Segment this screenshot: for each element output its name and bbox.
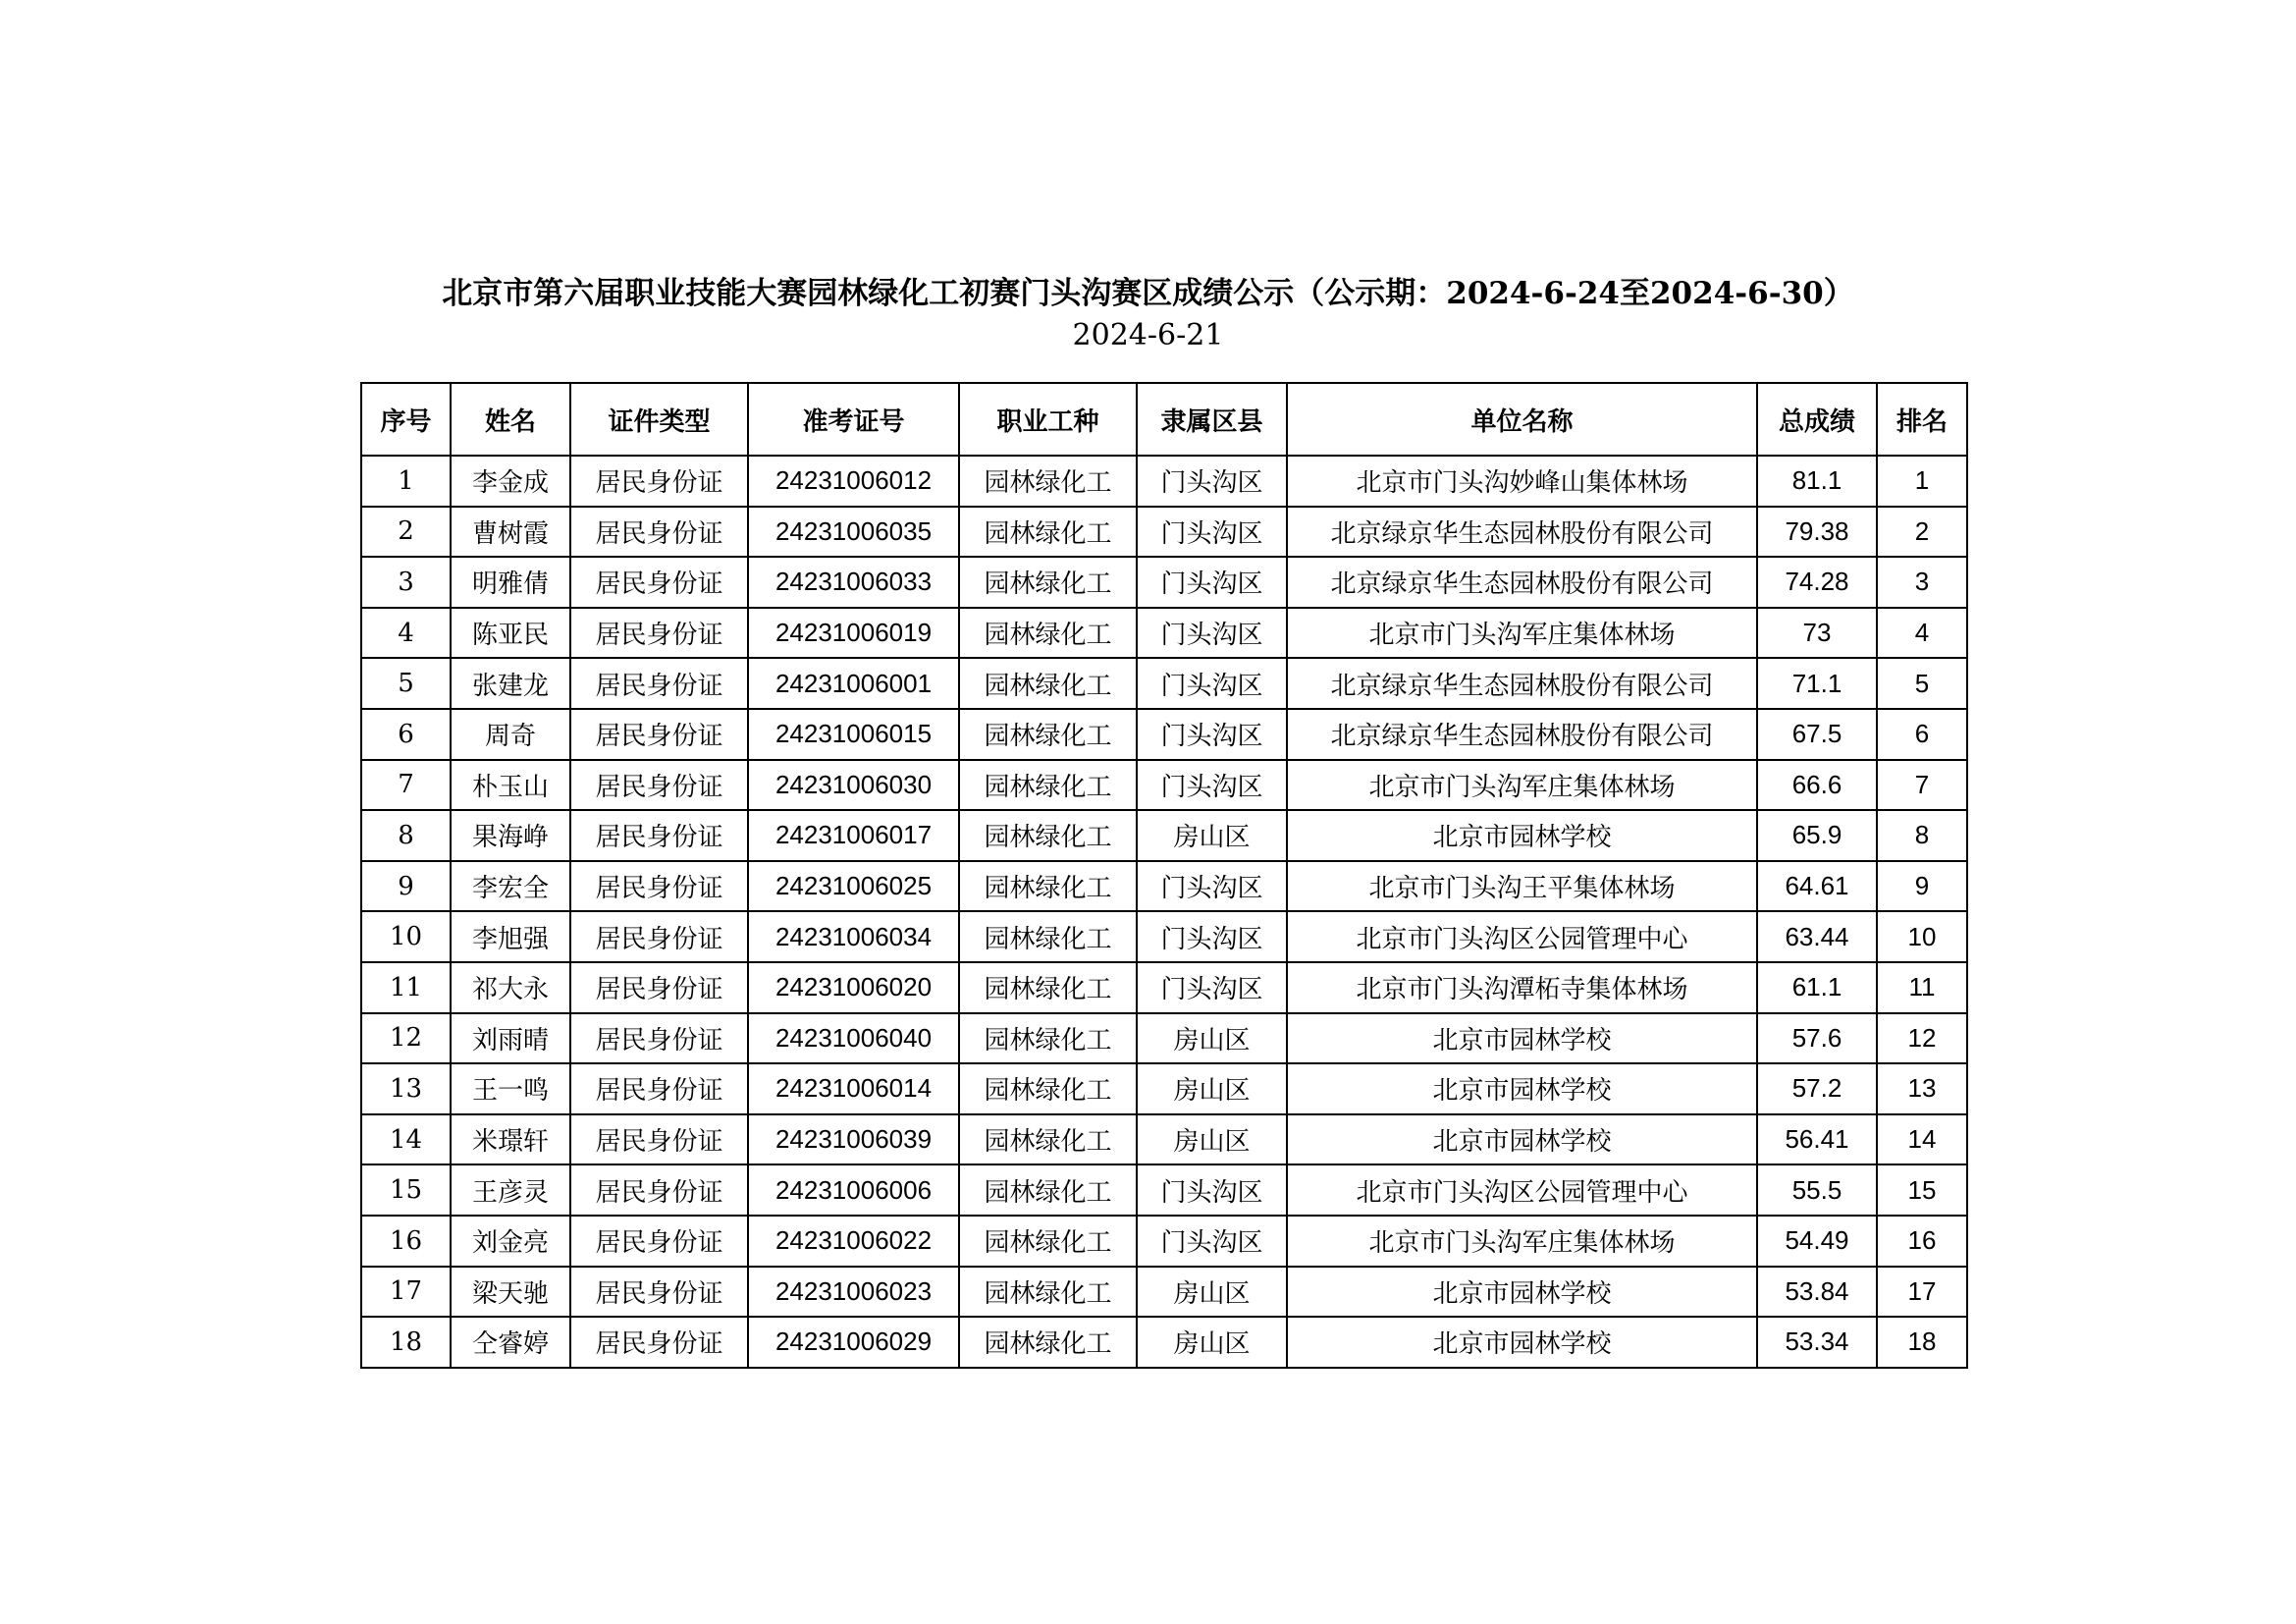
cell-seq: 2 [361, 507, 451, 558]
cell-id-type: 居民身份证 [570, 1013, 748, 1064]
cell-name: 米璟轩 [451, 1114, 570, 1165]
cell-occupation: 园林绿化工 [959, 911, 1137, 962]
cell-id-type: 居民身份证 [570, 507, 748, 558]
cell-exam-no: 24231006012 [748, 456, 959, 507]
table-row [361, 1013, 1967, 1064]
cell-exam-no: 24231006006 [748, 1164, 959, 1216]
cell-rank: 3 [1877, 557, 1967, 608]
cell-seq: 5 [361, 658, 451, 709]
cell-district: 门头沟区 [1137, 608, 1287, 659]
cell-district: 门头沟区 [1137, 456, 1287, 507]
cell-occupation: 园林绿化工 [959, 557, 1137, 608]
cell-name: 朴玉山 [451, 760, 570, 811]
cell-district: 门头沟区 [1137, 1216, 1287, 1267]
table-row [361, 810, 1967, 861]
table-row [361, 1216, 1967, 1267]
cell-unit: 北京绿京华生态园林股份有限公司 [1287, 658, 1757, 709]
cell-unit: 北京市门头沟区公园管理中心 [1287, 1164, 1757, 1216]
cell-unit: 北京市门头沟妙峰山集体林场 [1287, 456, 1757, 507]
cell-rank: 15 [1877, 1164, 1967, 1216]
cell-seq: 15 [361, 1164, 451, 1216]
cell-score: 65.9 [1757, 810, 1877, 861]
cell-score: 55.5 [1757, 1164, 1877, 1216]
cell-name: 张建龙 [451, 658, 570, 709]
cell-district: 房山区 [1137, 1013, 1287, 1064]
cell-occupation: 园林绿化工 [959, 861, 1137, 912]
cell-occupation: 园林绿化工 [959, 760, 1137, 811]
cell-occupation: 园林绿化工 [959, 1267, 1137, 1318]
cell-occupation: 园林绿化工 [959, 507, 1137, 558]
cell-exam-no: 24231006033 [748, 557, 959, 608]
cell-rank: 1 [1877, 456, 1967, 507]
cell-occupation: 园林绿化工 [959, 1063, 1137, 1114]
cell-exam-no: 24231006035 [748, 507, 959, 558]
cell-name: 李金成 [451, 456, 570, 507]
cell-rank: 12 [1877, 1013, 1967, 1064]
cell-seq: 3 [361, 557, 451, 608]
cell-id-type: 居民身份证 [570, 962, 748, 1013]
cell-exam-no: 24231006034 [748, 911, 959, 962]
cell-id-type: 居民身份证 [570, 861, 748, 912]
cell-rank: 4 [1877, 608, 1967, 659]
cell-district: 房山区 [1137, 1063, 1287, 1114]
cell-unit: 北京绿京华生态园林股份有限公司 [1287, 557, 1757, 608]
cell-name: 周奇 [451, 709, 570, 760]
cell-occupation: 园林绿化工 [959, 1164, 1137, 1216]
cell-id-type: 居民身份证 [570, 1164, 748, 1216]
cell-rank: 13 [1877, 1063, 1967, 1114]
header-name: 姓名 [451, 383, 570, 456]
cell-id-type: 居民身份证 [570, 608, 748, 659]
header-id-type: 证件类型 [570, 383, 748, 456]
cell-rank: 7 [1877, 760, 1967, 811]
cell-seq: 4 [361, 608, 451, 659]
cell-score: 64.61 [1757, 861, 1877, 912]
cell-occupation: 园林绿化工 [959, 1216, 1137, 1267]
table-row [361, 658, 1967, 709]
cell-name: 祁大永 [451, 962, 570, 1013]
cell-district: 房山区 [1137, 1114, 1287, 1165]
table-row [361, 507, 1967, 558]
cell-district: 房山区 [1137, 1317, 1287, 1368]
cell-seq: 11 [361, 962, 451, 1013]
cell-occupation: 园林绿化工 [959, 456, 1137, 507]
cell-unit: 北京市园林学校 [1287, 1267, 1757, 1318]
cell-district: 房山区 [1137, 1267, 1287, 1318]
publish-date: 2024-6-21 [1072, 318, 1224, 352]
cell-name: 李旭强 [451, 911, 570, 962]
header-rank: 排名 [1877, 383, 1967, 456]
cell-name: 梁天驰 [451, 1267, 570, 1318]
header-exam-no: 准考证号 [748, 383, 959, 456]
cell-unit: 北京市门头沟军庄集体林场 [1287, 760, 1757, 811]
table-header-row [361, 383, 1967, 456]
cell-seq: 9 [361, 861, 451, 912]
cell-exam-no: 24231006015 [748, 709, 959, 760]
cell-district: 门头沟区 [1137, 962, 1287, 1013]
cell-seq: 16 [361, 1216, 451, 1267]
cell-rank: 18 [1877, 1317, 1967, 1368]
cell-id-type: 居民身份证 [570, 658, 748, 709]
cell-seq: 10 [361, 911, 451, 962]
header-seq: 序号 [361, 383, 451, 456]
cell-id-type: 居民身份证 [570, 456, 748, 507]
header-unit: 单位名称 [1287, 383, 1757, 456]
cell-id-type: 居民身份证 [570, 709, 748, 760]
table-body [361, 456, 1967, 1368]
cell-name: 仝睿婷 [451, 1317, 570, 1368]
cell-id-type: 居民身份证 [570, 1267, 748, 1318]
cell-rank: 8 [1877, 810, 1967, 861]
cell-rank: 5 [1877, 658, 1967, 709]
cell-district: 门头沟区 [1137, 507, 1287, 558]
cell-name: 陈亚民 [451, 608, 570, 659]
table-row [361, 456, 1967, 507]
cell-rank: 11 [1877, 962, 1967, 1013]
table-row [361, 962, 1967, 1013]
cell-id-type: 居民身份证 [570, 810, 748, 861]
cell-occupation: 园林绿化工 [959, 709, 1137, 760]
cell-score: 57.2 [1757, 1063, 1877, 1114]
cell-occupation: 园林绿化工 [959, 962, 1137, 1013]
cell-exam-no: 24231006029 [748, 1317, 959, 1368]
cell-score: 79.38 [1757, 507, 1877, 558]
table-row [361, 861, 1967, 912]
cell-rank: 16 [1877, 1216, 1967, 1267]
cell-seq: 14 [361, 1114, 451, 1165]
cell-id-type: 居民身份证 [570, 911, 748, 962]
table-row [361, 1114, 1967, 1165]
cell-occupation: 园林绿化工 [959, 658, 1137, 709]
cell-score: 53.34 [1757, 1317, 1877, 1368]
cell-name: 果海峥 [451, 810, 570, 861]
page-title: 北京市第六届职业技能大赛园林绿化工初赛门头沟赛区成绩公示（公示期：2024-6-24至2024-6-30） [442, 276, 1854, 311]
cell-occupation: 园林绿化工 [959, 1114, 1137, 1165]
cell-name: 明雅倩 [451, 557, 570, 608]
table-row [361, 608, 1967, 659]
cell-exam-no: 24231006001 [748, 658, 959, 709]
cell-id-type: 居民身份证 [570, 1114, 748, 1165]
cell-unit: 北京市门头沟潭柘寺集体林场 [1287, 962, 1757, 1013]
cell-id-type: 居民身份证 [570, 1063, 748, 1114]
header-score: 总成绩 [1757, 383, 1877, 456]
header-district: 隶属区县 [1137, 383, 1287, 456]
cell-district: 门头沟区 [1137, 658, 1287, 709]
table-row [361, 1063, 1967, 1114]
cell-exam-no: 24231006025 [748, 861, 959, 912]
table-row [361, 911, 1967, 962]
cell-district: 门头沟区 [1137, 709, 1287, 760]
cell-district: 门头沟区 [1137, 861, 1287, 912]
cell-name: 刘雨晴 [451, 1013, 570, 1064]
table-row [361, 760, 1967, 811]
cell-exam-no: 24231006017 [748, 810, 959, 861]
cell-seq: 6 [361, 709, 451, 760]
table-row [361, 1317, 1967, 1368]
cell-district: 门头沟区 [1137, 760, 1287, 811]
cell-score: 61.1 [1757, 962, 1877, 1013]
cell-score: 66.6 [1757, 760, 1877, 811]
cell-rank: 17 [1877, 1267, 1967, 1318]
cell-score: 56.41 [1757, 1114, 1877, 1165]
cell-exam-no: 24231006019 [748, 608, 959, 659]
cell-unit: 北京市门头沟军庄集体林场 [1287, 1216, 1757, 1267]
cell-seq: 12 [361, 1013, 451, 1064]
cell-unit: 北京市门头沟军庄集体林场 [1287, 608, 1757, 659]
cell-seq: 13 [361, 1063, 451, 1114]
cell-score: 57.6 [1757, 1013, 1877, 1064]
cell-seq: 1 [361, 456, 451, 507]
cell-rank: 14 [1877, 1114, 1967, 1165]
cell-score: 81.1 [1757, 456, 1877, 507]
cell-unit: 北京市园林学校 [1287, 1114, 1757, 1165]
results-table [360, 382, 1968, 1369]
cell-name: 刘金亮 [451, 1216, 570, 1267]
cell-district: 门头沟区 [1137, 911, 1287, 962]
cell-seq: 7 [361, 760, 451, 811]
cell-rank: 9 [1877, 861, 1967, 912]
cell-score: 54.49 [1757, 1216, 1877, 1267]
cell-rank: 6 [1877, 709, 1967, 760]
header-occupation: 职业工种 [959, 383, 1137, 456]
cell-unit: 北京市园林学校 [1287, 1013, 1757, 1064]
cell-district: 门头沟区 [1137, 1164, 1287, 1216]
cell-district: 门头沟区 [1137, 557, 1287, 608]
cell-occupation: 园林绿化工 [959, 810, 1137, 861]
cell-exam-no: 24231006030 [748, 760, 959, 811]
cell-unit: 北京市园林学校 [1287, 1317, 1757, 1368]
cell-name: 王一鸣 [451, 1063, 570, 1114]
cell-rank: 10 [1877, 911, 1967, 962]
cell-name: 李宏全 [451, 861, 570, 912]
cell-id-type: 居民身份证 [570, 1216, 748, 1267]
cell-seq: 18 [361, 1317, 451, 1368]
cell-occupation: 园林绿化工 [959, 1317, 1137, 1368]
cell-occupation: 园林绿化工 [959, 1013, 1137, 1064]
cell-exam-no: 24231006020 [748, 962, 959, 1013]
table-row [361, 1267, 1967, 1318]
table-row [361, 557, 1967, 608]
cell-occupation: 园林绿化工 [959, 608, 1137, 659]
cell-id-type: 居民身份证 [570, 557, 748, 608]
table-row [361, 1164, 1967, 1216]
cell-unit: 北京绿京华生态园林股份有限公司 [1287, 709, 1757, 760]
cell-exam-no: 24231006039 [748, 1114, 959, 1165]
cell-seq: 8 [361, 810, 451, 861]
cell-name: 王彦灵 [451, 1164, 570, 1216]
table-row [361, 709, 1967, 760]
cell-id-type: 居民身份证 [570, 1317, 748, 1368]
cell-name: 曹树霞 [451, 507, 570, 558]
cell-score: 63.44 [1757, 911, 1877, 962]
cell-exam-no: 24231006023 [748, 1267, 959, 1318]
cell-unit: 北京市门头沟区公园管理中心 [1287, 911, 1757, 962]
cell-unit: 北京绿京华生态园林股份有限公司 [1287, 507, 1757, 558]
cell-unit: 北京市园林学校 [1287, 1063, 1757, 1114]
cell-score: 74.28 [1757, 557, 1877, 608]
cell-id-type: 居民身份证 [570, 760, 748, 811]
cell-unit: 北京市园林学校 [1287, 810, 1757, 861]
cell-score: 73 [1757, 608, 1877, 659]
cell-score: 67.5 [1757, 709, 1877, 760]
cell-district: 房山区 [1137, 810, 1287, 861]
cell-exam-no: 24231006040 [748, 1013, 959, 1064]
cell-exam-no: 24231006014 [748, 1063, 959, 1114]
cell-seq: 17 [361, 1267, 451, 1318]
cell-exam-no: 24231006022 [748, 1216, 959, 1267]
cell-unit: 北京市门头沟王平集体林场 [1287, 861, 1757, 912]
cell-score: 53.84 [1757, 1267, 1877, 1318]
cell-rank: 2 [1877, 507, 1967, 558]
cell-score: 71.1 [1757, 658, 1877, 709]
